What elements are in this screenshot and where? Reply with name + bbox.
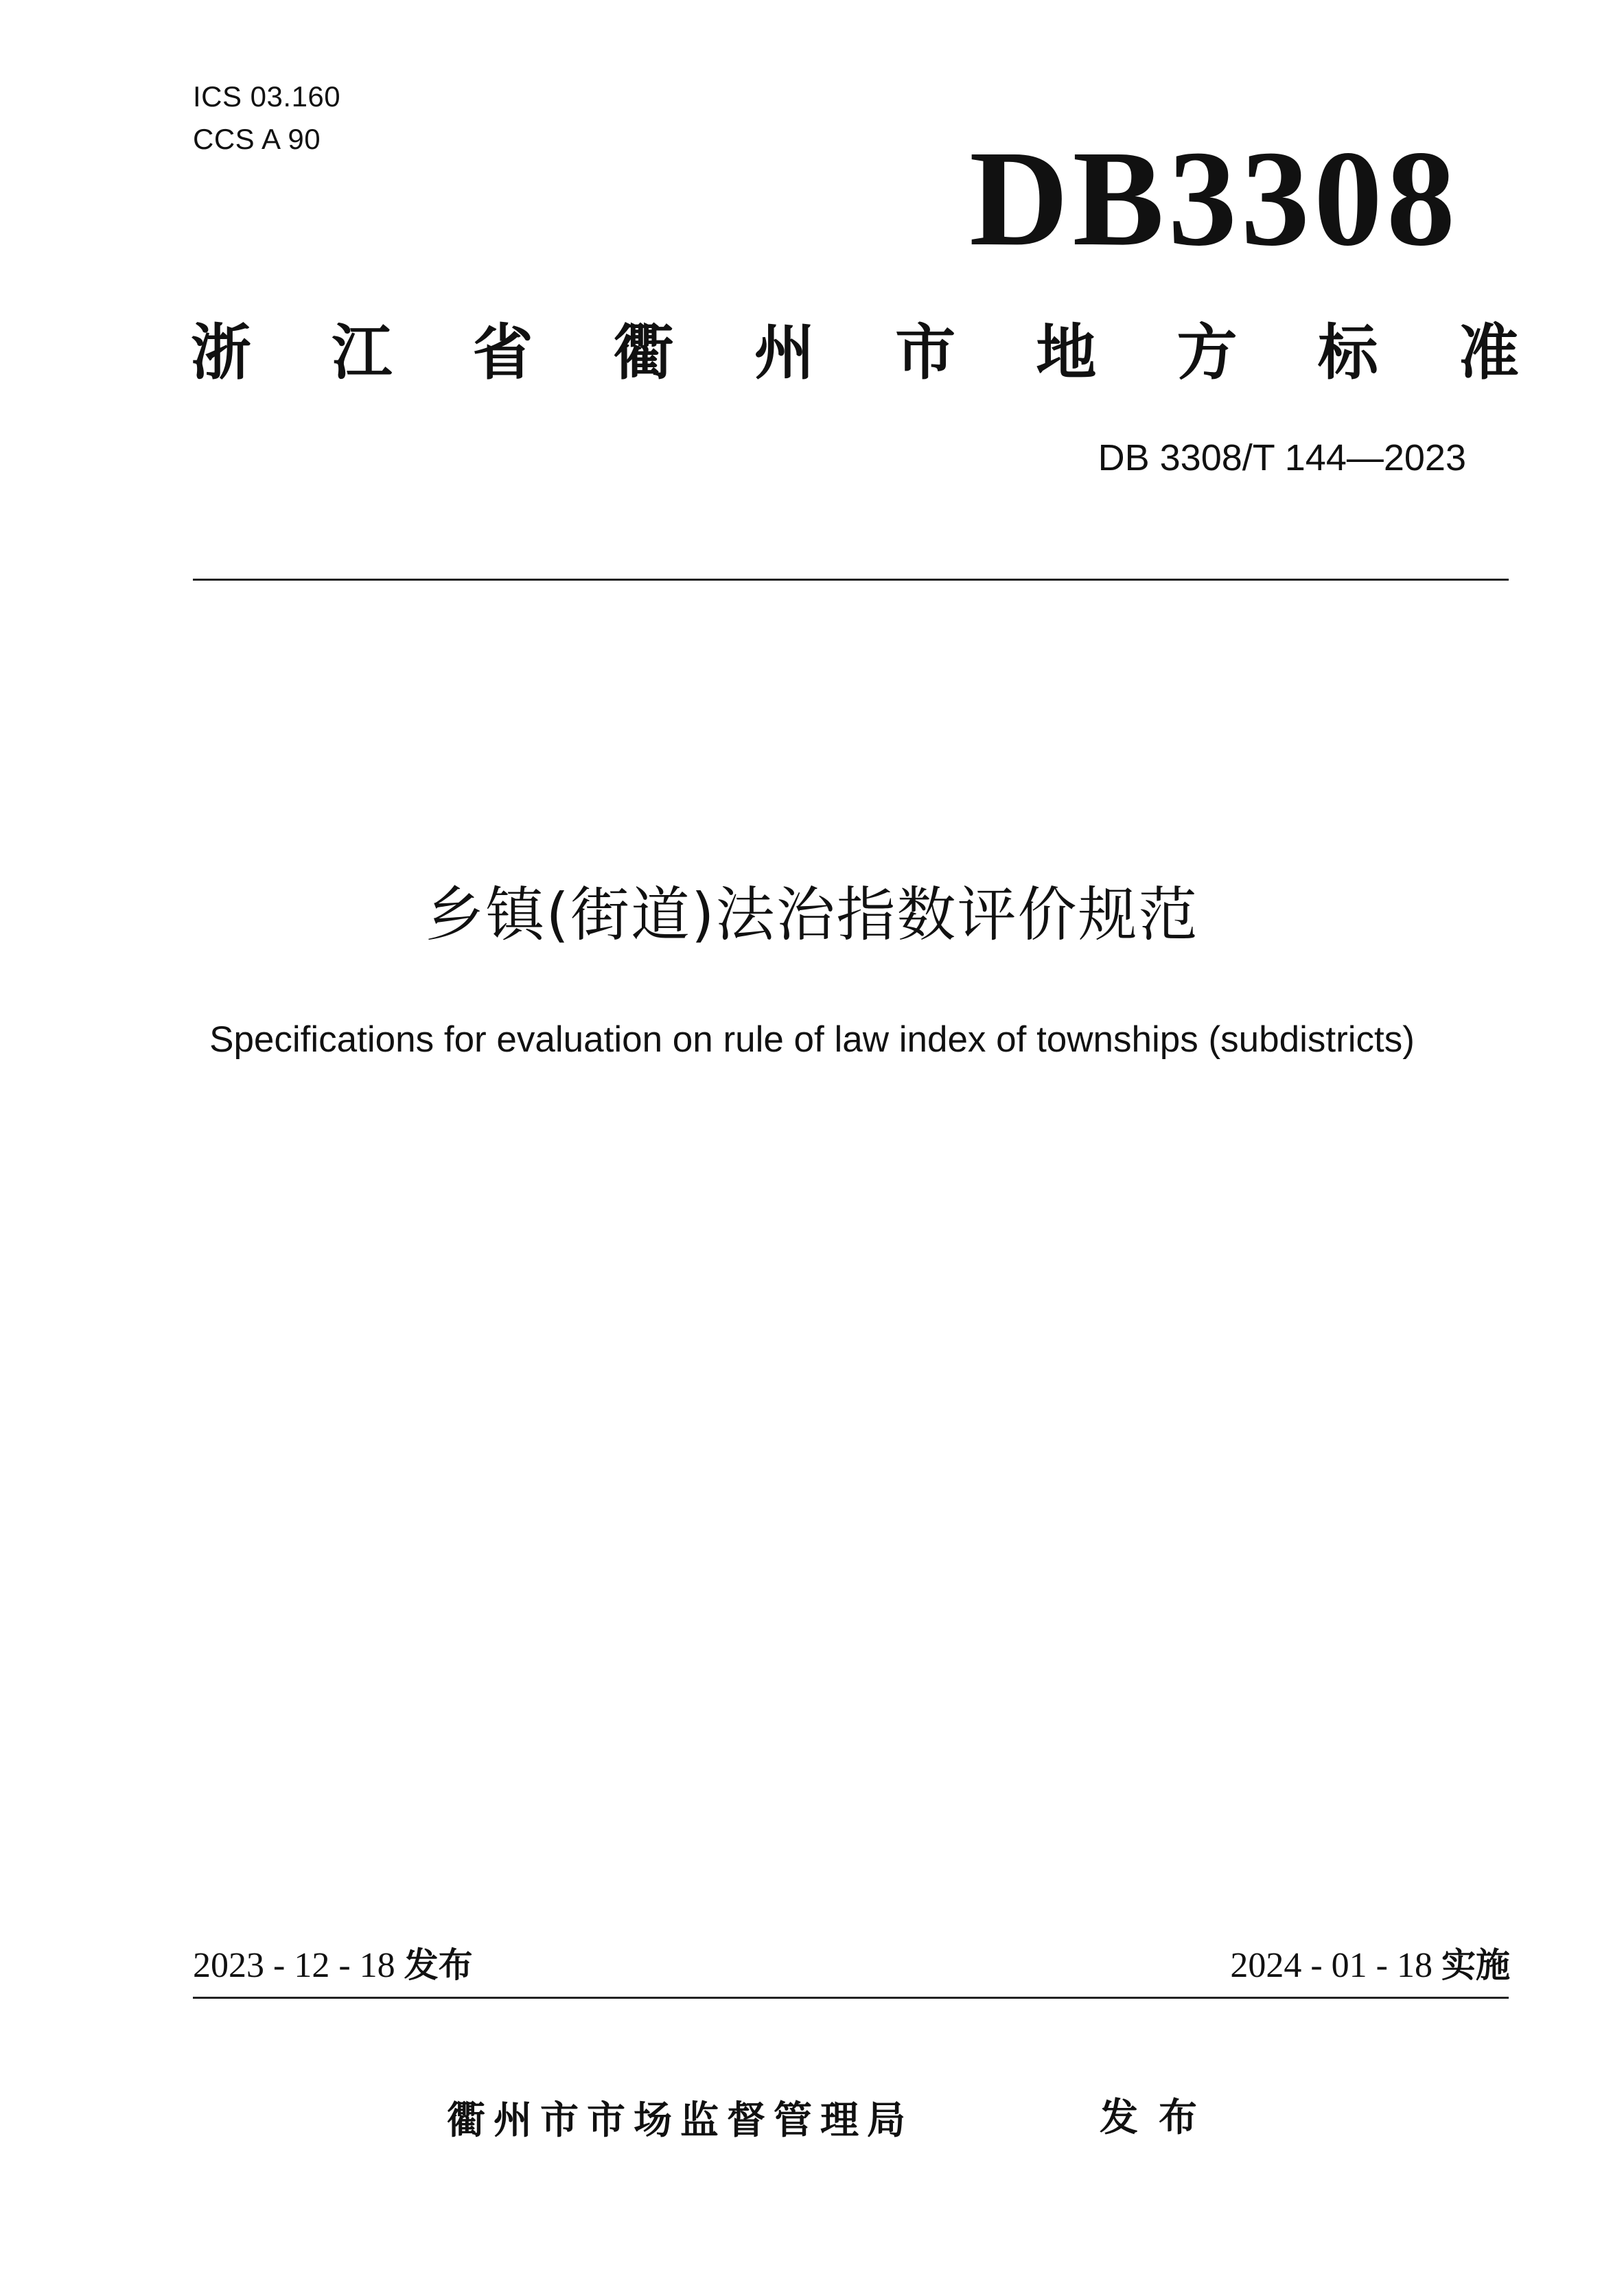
standard-type-char: 州 [754, 317, 815, 388]
ics-code: ICS 03.160 [193, 80, 341, 113]
implementation-label: 实施 [1441, 1945, 1510, 1985]
standard-type-char: 方 [1176, 317, 1238, 388]
issue-date: 2023 - 12 - 18 [193, 1946, 404, 1985]
footer-divider [193, 1997, 1509, 1999]
standard-type-char: 衢 [613, 317, 674, 388]
standard-type-char: 省 [472, 317, 533, 388]
standard-number: DB 3308/T 144—2023 [1098, 437, 1466, 478]
standard-type-heading [191, 317, 1519, 388]
ccs-code: CCS A 90 [193, 123, 321, 155]
issue-label: 发布 [404, 1945, 473, 1985]
publisher-name: 衢州市市场监督管理局 [447, 2098, 914, 2143]
standard-type-char: 准 [1458, 317, 1519, 388]
implementation-date-line [1230, 1945, 1510, 1985]
document-title-english: Specifications for evaluation on rule of law index of townships (subdistricts) [209, 1019, 1415, 1060]
standard-type-char: 浙 [191, 317, 252, 388]
issue-date-line [193, 1945, 473, 1985]
implementation-date: 2024 - 01 - 18 [1230, 1946, 1441, 1985]
standard-type-char: 标 [1317, 317, 1378, 388]
standard-type-char: 江 [332, 317, 393, 388]
publish-label: 发布 [1100, 2096, 1218, 2140]
db-code-heading: DB3308 [969, 123, 1459, 275]
standard-type-char: 地 [1036, 317, 1097, 388]
document-title-chinese: 乡镇(街道)法治指数评价规范 [425, 881, 1199, 949]
standard-type-char: 市 [895, 317, 956, 388]
header-divider [193, 579, 1509, 581]
